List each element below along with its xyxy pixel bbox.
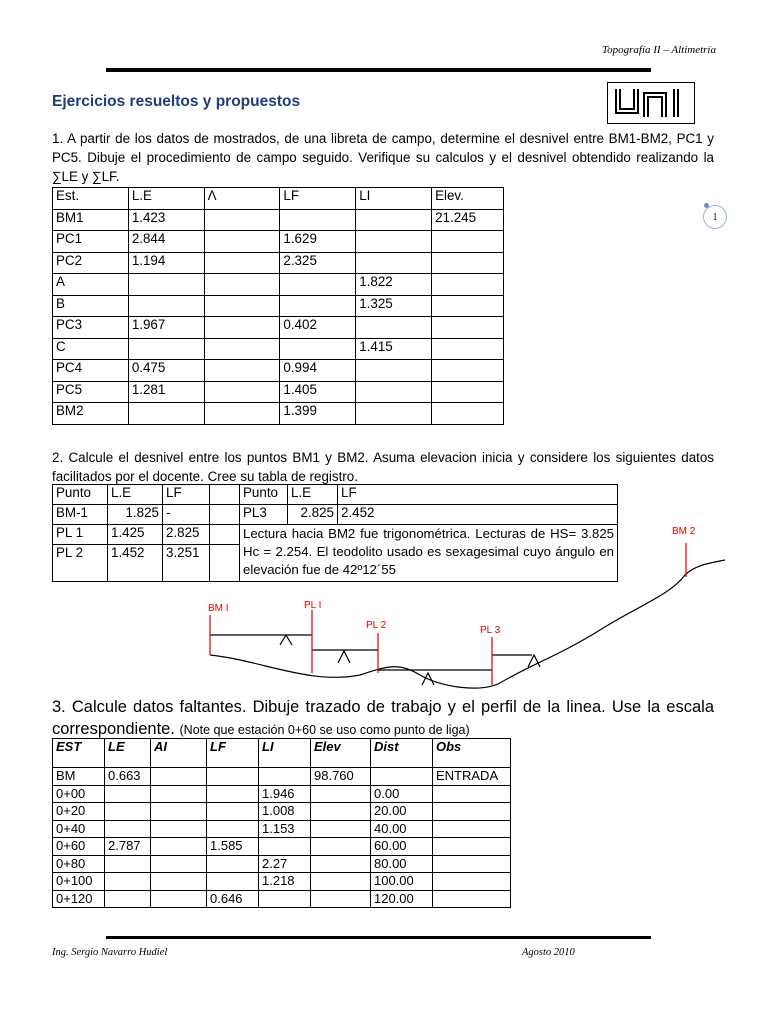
table-header-cell: Dist <box>371 739 433 768</box>
table-cell <box>151 820 207 838</box>
table-header-cell: AI <box>151 739 207 768</box>
table-row <box>53 317 504 339</box>
table-cell <box>432 403 504 425</box>
table-cell <box>356 252 432 274</box>
table-cell <box>151 803 207 821</box>
table-cell <box>210 485 240 505</box>
table-cell: 1.281 <box>128 381 204 403</box>
table-cell <box>207 785 259 803</box>
page-number-badge: 1 <box>703 205 727 229</box>
table-row <box>53 231 504 253</box>
table-cell: 0.994 <box>280 360 356 382</box>
table-row <box>53 274 504 296</box>
table-cell: 20.00 <box>371 803 433 821</box>
table-cell: 0.475 <box>128 360 204 382</box>
table-cell <box>151 855 207 873</box>
table-cell: 2.452 <box>338 505 618 525</box>
table-row <box>53 768 511 786</box>
table-cell: PC3 <box>53 317 129 339</box>
table-cell <box>204 274 280 296</box>
table-cell: L.E <box>288 485 338 505</box>
exercise-3-instructions: 3. Calcule datos faltantes. Dibuje trazado de trabajo y el perfil de la linea. Use la escala correspondiente. <box>52 698 714 738</box>
table-cell: 1.585 <box>207 838 259 856</box>
table-row <box>53 209 504 231</box>
table-cell: A <box>53 274 129 296</box>
table-cell: 0.402 <box>280 317 356 339</box>
table-cell: PL 2 <box>53 545 108 582</box>
table-cell: LF <box>338 485 618 505</box>
table-cell <box>128 338 204 360</box>
table-cell <box>151 838 207 856</box>
table-cell: PC5 <box>53 381 129 403</box>
table-cell <box>204 403 280 425</box>
table-header-cell: LE <box>105 739 151 768</box>
table-cell <box>105 873 151 891</box>
footer-date: Agosto 2010 <box>522 947 575 958</box>
table-header-cell: Elev. <box>432 188 504 210</box>
header-title: Topografía II – Altimetría <box>602 44 716 56</box>
table-cell <box>280 209 356 231</box>
table-cell: Punto <box>240 485 288 505</box>
table-cell: 2.825 <box>163 525 210 545</box>
table-cell: 0+60 <box>53 838 105 856</box>
table-cell: PL3 <box>240 505 288 525</box>
table-row <box>53 485 618 505</box>
table-cell <box>432 338 504 360</box>
table-header-row <box>53 188 504 210</box>
table-cell: PC1 <box>53 231 129 253</box>
uni-logo <box>607 82 695 124</box>
table-cell <box>311 873 371 891</box>
table-cell <box>151 873 207 891</box>
exercise-2-text: 2. Calcule el desnivel entre los puntos BM1 y BM2. Asuma elevacion inicia y considere los siguientes datos facilitados por el docente. Cree su tabla de registro. <box>52 450 714 484</box>
footer-rule <box>106 936 651 939</box>
table-cell: 0+00 <box>53 785 105 803</box>
table-cell: 1.194 <box>128 252 204 274</box>
table-cell: 1.425 <box>108 525 163 545</box>
table-cell: 98.760 <box>311 768 371 786</box>
table-cell <box>433 785 511 803</box>
section-title: Ejercicios resueltos y propuestos <box>52 93 301 110</box>
table-cell: 120.00 <box>371 890 433 908</box>
table-cell <box>204 338 280 360</box>
table-cell: 0+40 <box>53 820 105 838</box>
table-cell <box>151 785 207 803</box>
table-header-cell: Est. <box>53 188 129 210</box>
table-cell <box>204 295 280 317</box>
table-cell <box>432 252 504 274</box>
table-cell: C <box>53 338 129 360</box>
table-cell: 2.325 <box>280 252 356 274</box>
table-cell: 1.008 <box>259 803 311 821</box>
table-cell: 1.218 <box>259 873 311 891</box>
table-cell: 1.967 <box>128 317 204 339</box>
table-cell: 0.00 <box>371 785 433 803</box>
table-cell: PC4 <box>53 360 129 382</box>
table-cell <box>356 317 432 339</box>
table-cell <box>356 231 432 253</box>
table-cell <box>433 890 511 908</box>
table-cell <box>356 403 432 425</box>
table-header-cell: LF <box>280 188 356 210</box>
table-cell: 2.825 <box>288 505 338 525</box>
table-cell: Punto <box>53 485 108 505</box>
table-cell: 3.251 <box>163 545 210 582</box>
table-cell: 100.00 <box>371 873 433 891</box>
table-cell <box>204 231 280 253</box>
table-row <box>53 855 511 873</box>
table-row <box>53 252 504 274</box>
table-cell <box>433 855 511 873</box>
table-cell <box>105 785 151 803</box>
table-cell: 1.325 <box>356 295 432 317</box>
table-cell <box>356 381 432 403</box>
table-cell <box>432 317 504 339</box>
exercise-3-table <box>52 738 511 908</box>
table-row <box>53 820 511 838</box>
table-cell <box>105 855 151 873</box>
table-cell: 21.245 <box>432 209 504 231</box>
table-row <box>53 403 504 425</box>
table-row <box>53 381 504 403</box>
table-cell <box>204 209 280 231</box>
table-cell <box>311 785 371 803</box>
table-cell <box>105 820 151 838</box>
table-cell: 40.00 <box>371 820 433 838</box>
table-header-row <box>53 739 511 768</box>
table-cell: 0+120 <box>53 890 105 908</box>
table-cell <box>432 274 504 296</box>
table-cell: 0.663 <box>105 768 151 786</box>
table-cell <box>259 890 311 908</box>
table-cell <box>207 768 259 786</box>
table-cell: BM1 <box>53 209 129 231</box>
table-cell <box>311 890 371 908</box>
table-cell <box>311 803 371 821</box>
table-cell: 1.399 <box>280 403 356 425</box>
table-cell <box>207 873 259 891</box>
table-cell: 1.153 <box>259 820 311 838</box>
table-cell: 60.00 <box>371 838 433 856</box>
table-cell: 1.452 <box>108 545 163 582</box>
table-cell <box>105 803 151 821</box>
table-cell <box>204 252 280 274</box>
table-cell <box>105 890 151 908</box>
table-cell <box>356 209 432 231</box>
table-header-cell: L.E <box>128 188 204 210</box>
table-cell: BM-1 <box>53 505 108 525</box>
footer-author: Ing. Sergio Navarro Hudiel <box>52 947 168 958</box>
table-cell: 1.423 <box>128 209 204 231</box>
table-row <box>53 338 504 360</box>
label-bm2: BM 2 <box>672 526 696 537</box>
table-cell <box>311 855 371 873</box>
table-cell: ENTRADA <box>433 768 511 786</box>
table-cell <box>207 803 259 821</box>
table-cell: BM <box>53 768 105 786</box>
table-cell <box>207 820 259 838</box>
exercise-3-text <box>52 696 714 741</box>
table-header-cell: LI <box>356 188 432 210</box>
table-cell: B <box>53 295 129 317</box>
table-cell: 80.00 <box>371 855 433 873</box>
table-cell <box>432 295 504 317</box>
table-row <box>53 890 511 908</box>
table-cell <box>128 295 204 317</box>
table-cell <box>151 890 207 908</box>
table-cell <box>433 820 511 838</box>
table-cell <box>432 231 504 253</box>
table-cell <box>311 838 371 856</box>
table-cell: 2.27 <box>259 855 311 873</box>
table-cell <box>207 855 259 873</box>
table-header-cell: Elev <box>311 739 371 768</box>
label-pl3: PL 3 <box>480 625 501 636</box>
table-row <box>53 803 511 821</box>
table-cell: 1.822 <box>356 274 432 296</box>
table-cell: 1.825 <box>108 505 163 525</box>
table-cell <box>128 274 204 296</box>
table-cell: PC2 <box>53 252 129 274</box>
table-cell <box>280 338 356 360</box>
table-cell <box>371 768 433 786</box>
table-cell: PL 1 <box>53 525 108 545</box>
table-cell <box>311 820 371 838</box>
table-row <box>53 785 511 803</box>
table-row <box>53 295 504 317</box>
trig-reading-note: Lectura hacia BM2 fue trigonométrica. Lecturas de HS= 3.825 Hc = 2.254. El teodolito usado es sexagesimal cuyo ángulo en elevación fue de 42º12´55 <box>240 525 618 582</box>
table-cell: 1.629 <box>280 231 356 253</box>
table-header-cell: LI <box>259 739 311 768</box>
exercise-3-note: (Note que estación 0+60 se uso como punto de liga) <box>179 723 470 737</box>
table-cell: 0+100 <box>53 873 105 891</box>
table-cell: BM2 <box>53 403 129 425</box>
table-cell <box>356 360 432 382</box>
label-pl2: PL 2 <box>366 620 387 631</box>
table-cell: 0.646 <box>207 890 259 908</box>
table-cell <box>433 803 511 821</box>
label-bm1: BM I <box>208 603 229 614</box>
table-header-cell: EST <box>53 739 105 768</box>
table-cell: 1.415 <box>356 338 432 360</box>
table-cell <box>128 403 204 425</box>
exercise-1-text: 1. A partir de los datos de mostrados, de una libreta de campo, determine el desnivel entre BM1-BM2, PC1 y PC5. Dibuje el procedimiento de campo seguido. Verifique su calculos y el desnivel obtendido realizando la ∑LE y ∑LF. <box>52 131 714 184</box>
table-row <box>53 873 511 891</box>
table-cell: - <box>163 505 210 525</box>
table-cell: L.E <box>108 485 163 505</box>
header-rule <box>106 68 651 72</box>
table-header-cell: Λ <box>204 188 280 210</box>
table-cell <box>151 768 207 786</box>
table-cell <box>433 838 511 856</box>
table-cell <box>280 295 356 317</box>
table-cell <box>432 381 504 403</box>
leveling-profile-diagram <box>200 515 730 695</box>
table-cell <box>204 317 280 339</box>
table-cell: LF <box>163 485 210 505</box>
table-cell <box>204 381 280 403</box>
table-cell <box>280 274 356 296</box>
table-cell <box>433 873 511 891</box>
table-header-cell: Obs <box>433 739 511 768</box>
table-cell: 2.844 <box>128 231 204 253</box>
table-row <box>53 360 504 382</box>
table-cell: 1.946 <box>259 785 311 803</box>
exercise-1-table <box>52 187 504 425</box>
table-cell: 0+80 <box>53 855 105 873</box>
table-cell: 1.405 <box>280 381 356 403</box>
table-header-cell: LF <box>207 739 259 768</box>
table-cell: 0+20 <box>53 803 105 821</box>
table-cell: 2.787 <box>105 838 151 856</box>
table-row <box>53 838 511 856</box>
table-cell <box>432 360 504 382</box>
table-cell <box>204 360 280 382</box>
table-cell <box>259 768 311 786</box>
label-pl1: PL I <box>304 600 322 611</box>
table-cell <box>259 838 311 856</box>
